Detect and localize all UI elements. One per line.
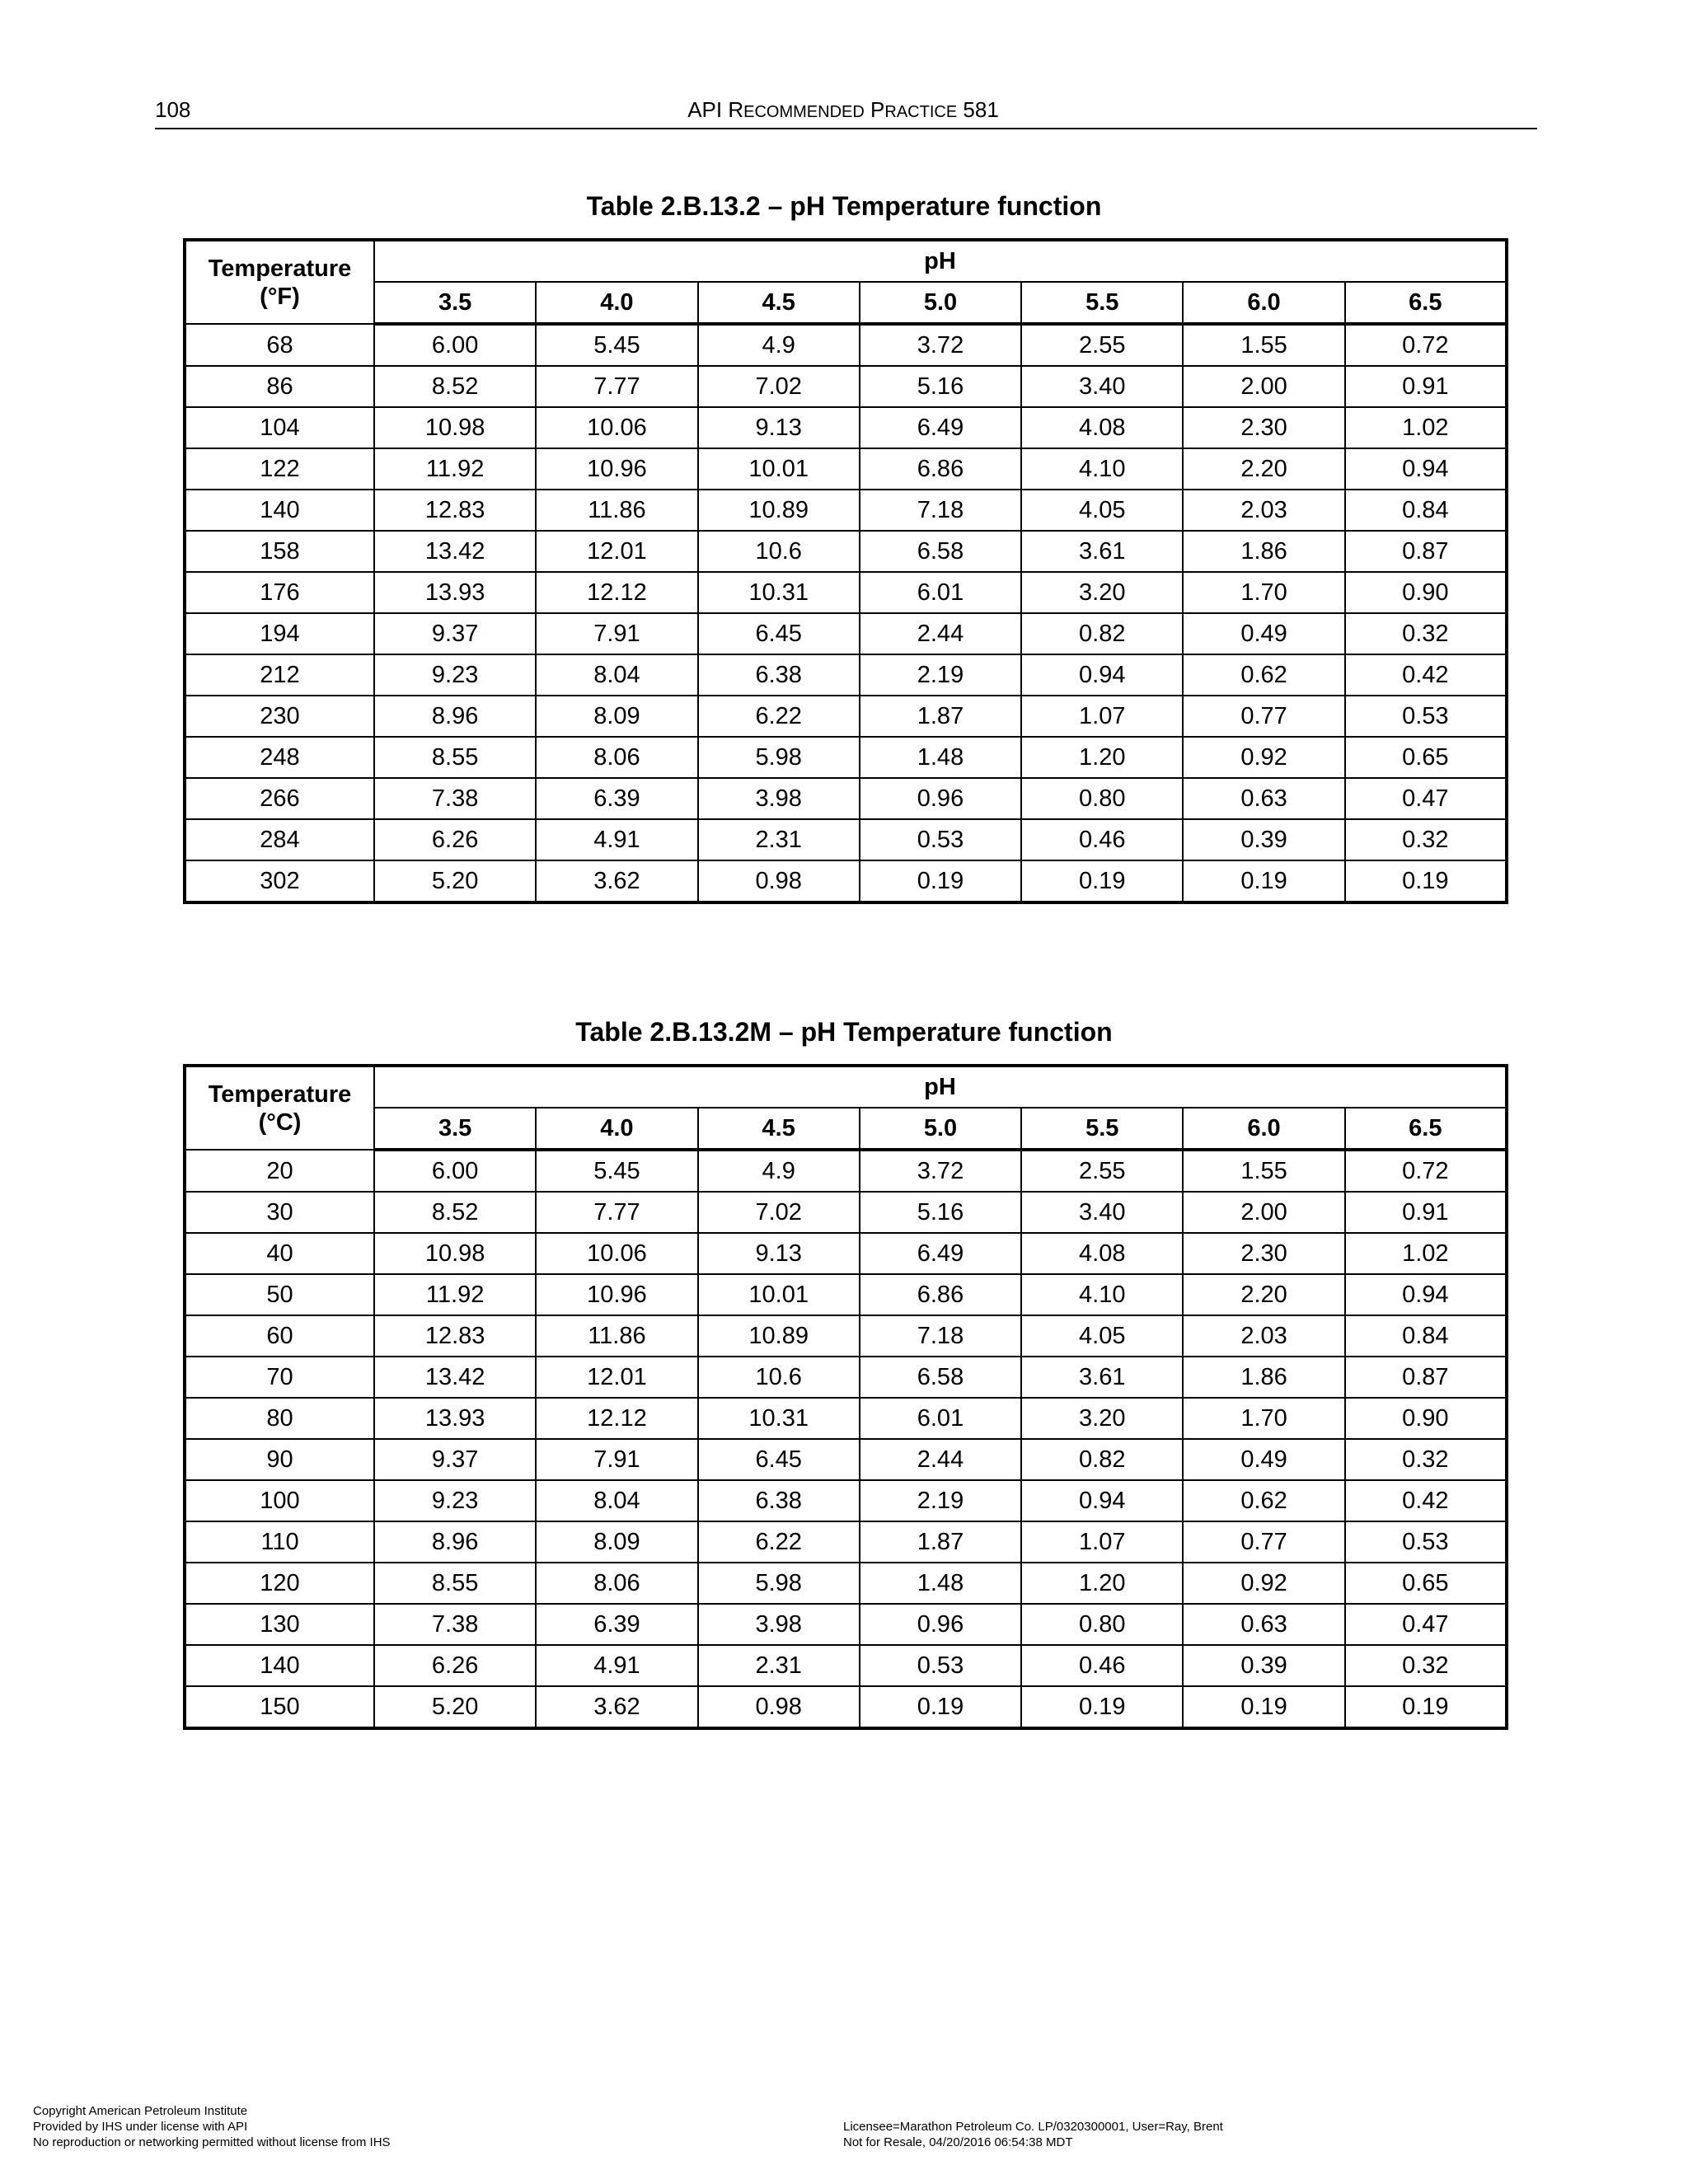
value-cell: 10.6 [698,1357,860,1398]
value-cell: 2.44 [860,1439,1021,1480]
ph-columns-row [185,1108,1507,1150]
temperature-cell: 130 [185,1604,374,1645]
value-cell: 0.98 [698,1686,860,1728]
temperature-cell: 284 [185,819,374,860]
value-cell: 11.86 [536,490,697,531]
value-cell: 0.63 [1183,778,1344,819]
value-cell: 1.48 [860,737,1021,778]
table-row [185,1686,1507,1728]
value-cell: 1.20 [1021,737,1183,778]
table-body [185,1150,1507,1728]
value-cell: 8.04 [536,1480,697,1521]
value-cell: 0.72 [1345,1150,1507,1192]
table-row [185,1274,1507,1315]
running-head-word: API [687,97,723,122]
value-cell: 6.49 [860,407,1021,448]
value-cell: 0.63 [1183,1604,1344,1645]
value-cell: 5.45 [536,324,697,366]
value-cell: 8.52 [374,1192,536,1233]
value-cell: 13.42 [374,1357,536,1398]
ph-temperature-table-celsius [183,1064,1508,1730]
ph-column-header: 6.5 [1345,282,1507,324]
ph-column-header: 4.5 [698,1108,860,1150]
running-head-word-smallcaps: PRACTICE [870,97,958,122]
temperature-cell: 20 [185,1150,374,1192]
ph-column-header: 4.5 [698,282,860,324]
value-cell: 5.16 [860,1192,1021,1233]
value-cell: 6.39 [536,1604,697,1645]
table-row [185,1233,1507,1274]
value-cell: 12.12 [536,572,697,613]
footer-line: Provided by IHS under license with API [33,2120,248,2134]
value-cell: 0.82 [1021,613,1183,654]
table-row [185,1521,1507,1563]
table-row [185,572,1507,613]
running-head-word: 581 [963,97,999,122]
value-cell: 6.58 [860,531,1021,572]
running-head [155,97,1531,124]
value-cell: 2.44 [860,613,1021,654]
ph-column-header: 5.0 [860,1108,1021,1150]
value-cell: 0.32 [1345,819,1507,860]
temperature-cell: 302 [185,860,374,902]
value-cell: 0.65 [1345,737,1507,778]
table-row [185,860,1507,902]
value-cell: 3.62 [536,1686,697,1728]
value-cell: 10.31 [698,572,860,613]
value-cell: 7.02 [698,366,860,407]
value-cell: 0.32 [1345,1645,1507,1686]
value-cell: 1.55 [1183,1150,1344,1192]
temperature-unit-label: (°C) [258,1108,302,1136]
value-cell: 6.45 [698,1439,860,1480]
value-cell: 11.92 [374,448,536,490]
table-row [185,1357,1507,1398]
table-row [185,1563,1507,1604]
value-cell: 11.86 [536,1315,697,1357]
temperature-cell: 230 [185,696,374,737]
value-cell: 6.38 [698,654,860,696]
table-row [185,448,1507,490]
value-cell: 10.31 [698,1398,860,1439]
ph-column-header: 4.0 [536,282,697,324]
value-cell: 6.26 [374,1645,536,1686]
table-row [185,531,1507,572]
value-cell: 3.62 [536,860,697,902]
value-cell: 6.39 [536,778,697,819]
value-cell: 1.86 [1183,531,1344,572]
value-cell: 6.00 [374,324,536,366]
value-cell: 12.12 [536,1398,697,1439]
ph-column-header: 3.5 [374,282,536,324]
value-cell: 0.19 [1021,1686,1183,1728]
value-cell: 0.87 [1345,531,1507,572]
footer-line: Licensee=Marathon Petroleum Co. LP/0320300001, User=Ray, Brent [843,2120,1223,2134]
table-row [185,490,1507,531]
ph-column-header: 5.5 [1021,1108,1183,1150]
value-cell: 2.03 [1183,1315,1344,1357]
value-cell: 10.89 [698,490,860,531]
value-cell: 12.01 [536,1357,697,1398]
value-cell: 13.42 [374,531,536,572]
value-cell: 0.77 [1183,1521,1344,1563]
value-cell: 0.94 [1345,448,1507,490]
table-row [185,1398,1507,1439]
value-cell: 7.77 [536,1192,697,1233]
temperature-header-label: Temperature [208,1080,352,1108]
temperature-cell: 104 [185,407,374,448]
value-cell: 8.96 [374,696,536,737]
value-cell: 4.91 [536,1645,697,1686]
value-cell: 6.01 [860,1398,1021,1439]
value-cell: 1.48 [860,1563,1021,1604]
value-cell: 2.20 [1183,448,1344,490]
table-row [185,1645,1507,1686]
value-cell: 4.9 [698,324,860,366]
value-cell: 4.91 [536,819,697,860]
value-cell: 4.08 [1021,407,1183,448]
value-cell: 0.90 [1345,572,1507,613]
value-cell: 7.91 [536,1439,697,1480]
value-cell: 1.70 [1183,1398,1344,1439]
temperature-cell: 158 [185,531,374,572]
value-cell: 6.00 [374,1150,536,1192]
table-body [185,324,1507,902]
value-cell: 1.20 [1021,1563,1183,1604]
value-cell: 5.16 [860,366,1021,407]
table-row [185,613,1507,654]
value-cell: 0.32 [1345,613,1507,654]
value-cell: 0.65 [1345,1563,1507,1604]
running-head-word-smallcaps: RECOMMENDED [728,97,865,122]
temperature-cell: 30 [185,1192,374,1233]
table-row [185,1150,1507,1192]
footer-line: Copyright American Petroleum Institute [33,2104,248,2118]
temperature-cell: 248 [185,737,374,778]
value-cell: 0.42 [1345,1480,1507,1521]
value-cell: 10.98 [374,1233,536,1274]
value-cell: 1.87 [860,696,1021,737]
value-cell: 3.20 [1021,1398,1183,1439]
value-cell: 0.32 [1345,1439,1507,1480]
temperature-unit-label: (°F) [260,283,300,310]
temperature-cell: 140 [185,1645,374,1686]
value-cell: 2.31 [698,819,860,860]
value-cell: 8.52 [374,366,536,407]
table-row [185,1315,1507,1357]
value-cell: 1.55 [1183,324,1344,366]
temperature-cell: 60 [185,1315,374,1357]
value-cell: 13.93 [374,572,536,613]
footer-line: Not for Resale, 04/20/2016 06:54:38 MDT [843,2135,1073,2149]
ph-column-header: 3.5 [374,1108,536,1150]
table-row [185,737,1507,778]
value-cell: 0.47 [1345,778,1507,819]
value-cell: 0.49 [1183,613,1344,654]
value-cell: 8.09 [536,696,697,737]
value-cell: 5.98 [698,1563,860,1604]
ph-column-header: 4.0 [536,1108,697,1150]
value-cell: 0.90 [1345,1398,1507,1439]
ph-column-header: 6.0 [1183,1108,1344,1150]
value-cell: 0.53 [1345,696,1507,737]
value-cell: 0.84 [1345,490,1507,531]
value-cell: 0.53 [860,819,1021,860]
value-cell: 6.01 [860,572,1021,613]
table-header-row [185,240,1507,282]
value-cell: 2.55 [1021,324,1183,366]
value-cell: 1.02 [1345,1233,1507,1274]
value-cell: 0.91 [1345,1192,1507,1233]
value-cell: 0.39 [1183,819,1344,860]
value-cell: 0.80 [1021,1604,1183,1645]
value-cell: 9.37 [374,1439,536,1480]
value-cell: 4.10 [1021,1274,1183,1315]
table-row [185,1480,1507,1521]
value-cell: 2.55 [1021,1150,1183,1192]
temperature-cell: 86 [185,366,374,407]
value-cell: 9.13 [698,1233,860,1274]
value-cell: 6.22 [698,696,860,737]
temperature-cell: 120 [185,1563,374,1604]
value-cell: 9.13 [698,407,860,448]
value-cell: 0.46 [1021,819,1183,860]
value-cell: 0.47 [1345,1604,1507,1645]
value-cell: 8.55 [374,1563,536,1604]
value-cell: 10.06 [536,1233,697,1274]
value-cell: 1.02 [1345,407,1507,448]
value-cell: 2.30 [1183,1233,1344,1274]
temperature-cell: 100 [185,1480,374,1521]
value-cell: 6.58 [860,1357,1021,1398]
value-cell: 0.94 [1345,1274,1507,1315]
value-cell: 0.96 [860,1604,1021,1645]
value-cell: 12.83 [374,490,536,531]
ph-columns-row [185,282,1507,324]
value-cell: 3.40 [1021,1192,1183,1233]
ph-group-header: pH [374,240,1507,282]
temperature-cell: 194 [185,613,374,654]
value-cell: 6.22 [698,1521,860,1563]
table-row [185,696,1507,737]
table-row [185,1439,1507,1480]
value-cell: 7.77 [536,366,697,407]
temperature-cell: 90 [185,1439,374,1480]
temperature-cell: 80 [185,1398,374,1439]
value-cell: 10.01 [698,1274,860,1315]
value-cell: 1.07 [1021,1521,1183,1563]
ph-column-header: 6.0 [1183,282,1344,324]
temperature-cell: 50 [185,1274,374,1315]
value-cell: 0.80 [1021,778,1183,819]
value-cell: 0.98 [698,860,860,902]
value-cell: 6.26 [374,819,536,860]
value-cell: 0.19 [1183,860,1344,902]
value-cell: 7.38 [374,1604,536,1645]
value-cell: 4.08 [1021,1233,1183,1274]
value-cell: 0.77 [1183,696,1344,737]
value-cell: 6.86 [860,448,1021,490]
value-cell: 3.98 [698,1604,860,1645]
table-row [185,324,1507,366]
value-cell: 3.72 [860,324,1021,366]
value-cell: 3.61 [1021,1357,1183,1398]
value-cell: 0.94 [1021,1480,1183,1521]
table-row [185,654,1507,696]
value-cell: 9.37 [374,613,536,654]
value-cell: 2.00 [1183,1192,1344,1233]
value-cell: 6.86 [860,1274,1021,1315]
temperature-cell: 176 [185,572,374,613]
value-cell: 5.98 [698,737,860,778]
ph-column-header: 5.5 [1021,282,1183,324]
value-cell: 0.19 [1021,860,1183,902]
value-cell: 7.38 [374,778,536,819]
value-cell: 7.18 [860,1315,1021,1357]
value-cell: 9.23 [374,654,536,696]
value-cell: 11.92 [374,1274,536,1315]
ph-column-header: 5.0 [860,282,1021,324]
temperature-cell: 40 [185,1233,374,1274]
value-cell: 5.20 [374,860,536,902]
value-cell: 7.02 [698,1192,860,1233]
temperature-cell: 68 [185,324,374,366]
value-cell: 2.30 [1183,407,1344,448]
value-cell: 6.38 [698,1480,860,1521]
value-cell: 3.40 [1021,366,1183,407]
value-cell: 8.04 [536,654,697,696]
ph-column-header: 6.5 [1345,1108,1507,1150]
value-cell: 0.49 [1183,1439,1344,1480]
value-cell: 2.19 [860,1480,1021,1521]
value-cell: 7.18 [860,490,1021,531]
temperature-cell: 150 [185,1686,374,1728]
value-cell: 9.23 [374,1480,536,1521]
value-cell: 0.72 [1345,324,1507,366]
value-cell: 0.19 [860,860,1021,902]
temperature-cell: 212 [185,654,374,696]
header-rule [155,128,1537,129]
value-cell: 0.53 [1345,1521,1507,1563]
value-cell: 0.82 [1021,1439,1183,1480]
value-cell: 12.83 [374,1315,536,1357]
value-cell: 0.92 [1183,1563,1344,1604]
value-cell: 4.05 [1021,490,1183,531]
value-cell: 0.53 [860,1645,1021,1686]
value-cell: 8.96 [374,1521,536,1563]
value-cell: 10.89 [698,1315,860,1357]
value-cell: 1.70 [1183,572,1344,613]
value-cell: 5.45 [536,1150,697,1192]
table-row [185,407,1507,448]
value-cell: 0.62 [1183,654,1344,696]
value-cell: 0.39 [1183,1645,1344,1686]
ph-group-header: pH [374,1066,1507,1108]
table-row [185,1604,1507,1645]
value-cell: 2.31 [698,1645,860,1686]
value-cell: 7.91 [536,613,697,654]
temperature-column-header [185,240,374,324]
value-cell: 5.20 [374,1686,536,1728]
temperature-cell: 110 [185,1521,374,1563]
value-cell: 1.87 [860,1521,1021,1563]
value-cell: 2.00 [1183,366,1344,407]
value-cell: 3.72 [860,1150,1021,1192]
table-row [185,778,1507,819]
value-cell: 2.03 [1183,490,1344,531]
value-cell: 0.92 [1183,737,1344,778]
table-row [185,366,1507,407]
value-cell: 10.06 [536,407,697,448]
value-cell: 10.98 [374,407,536,448]
value-cell: 8.06 [536,737,697,778]
value-cell: 10.6 [698,531,860,572]
value-cell: 0.96 [860,778,1021,819]
value-cell: 6.45 [698,613,860,654]
temperature-cell: 70 [185,1357,374,1398]
temperature-cell: 140 [185,490,374,531]
table-header-row [185,1066,1507,1108]
value-cell: 1.86 [1183,1357,1344,1398]
value-cell: 10.96 [536,448,697,490]
value-cell: 4.05 [1021,1315,1183,1357]
table-title-celsius: Table 2.B.13.2M – pH Temperature function [575,1017,1113,1047]
temperature-cell: 122 [185,448,374,490]
value-cell: 3.61 [1021,531,1183,572]
temperature-header-label: Temperature [208,255,352,282]
value-cell: 0.84 [1345,1315,1507,1357]
value-cell: 12.01 [536,531,697,572]
temperature-cell: 266 [185,778,374,819]
value-cell: 3.20 [1021,572,1183,613]
table-title-fahrenheit: Table 2.B.13.2 – pH Temperature function [586,191,1102,221]
value-cell: 2.19 [860,654,1021,696]
value-cell: 8.09 [536,1521,697,1563]
value-cell: 13.93 [374,1398,536,1439]
table-row [185,819,1507,860]
value-cell: 0.19 [860,1686,1021,1728]
value-cell: 0.94 [1021,654,1183,696]
temperature-column-header [185,1066,374,1150]
value-cell: 0.46 [1021,1645,1183,1686]
value-cell: 4.9 [698,1150,860,1192]
footer-line: No reproduction or networking permitted without license from IHS [33,2135,391,2149]
value-cell: 10.01 [698,448,860,490]
value-cell: 1.07 [1021,696,1183,737]
value-cell: 4.10 [1021,448,1183,490]
value-cell: 0.42 [1345,654,1507,696]
table-row [185,1192,1507,1233]
ph-temperature-table-fahrenheit [183,238,1508,904]
page-number: 108 [155,97,191,122]
value-cell: 10.96 [536,1274,697,1315]
footer-copyright [33,2103,391,2150]
value-cell: 0.19 [1183,1686,1344,1728]
footer-license [843,2119,1223,2150]
value-cell: 8.55 [374,737,536,778]
value-cell: 0.19 [1345,1686,1507,1728]
value-cell: 0.19 [1345,860,1507,902]
value-cell: 3.98 [698,778,860,819]
value-cell: 0.91 [1345,366,1507,407]
value-cell: 0.87 [1345,1357,1507,1398]
value-cell: 2.20 [1183,1274,1344,1315]
value-cell: 8.06 [536,1563,697,1604]
value-cell: 6.49 [860,1233,1021,1274]
value-cell: 0.62 [1183,1480,1344,1521]
